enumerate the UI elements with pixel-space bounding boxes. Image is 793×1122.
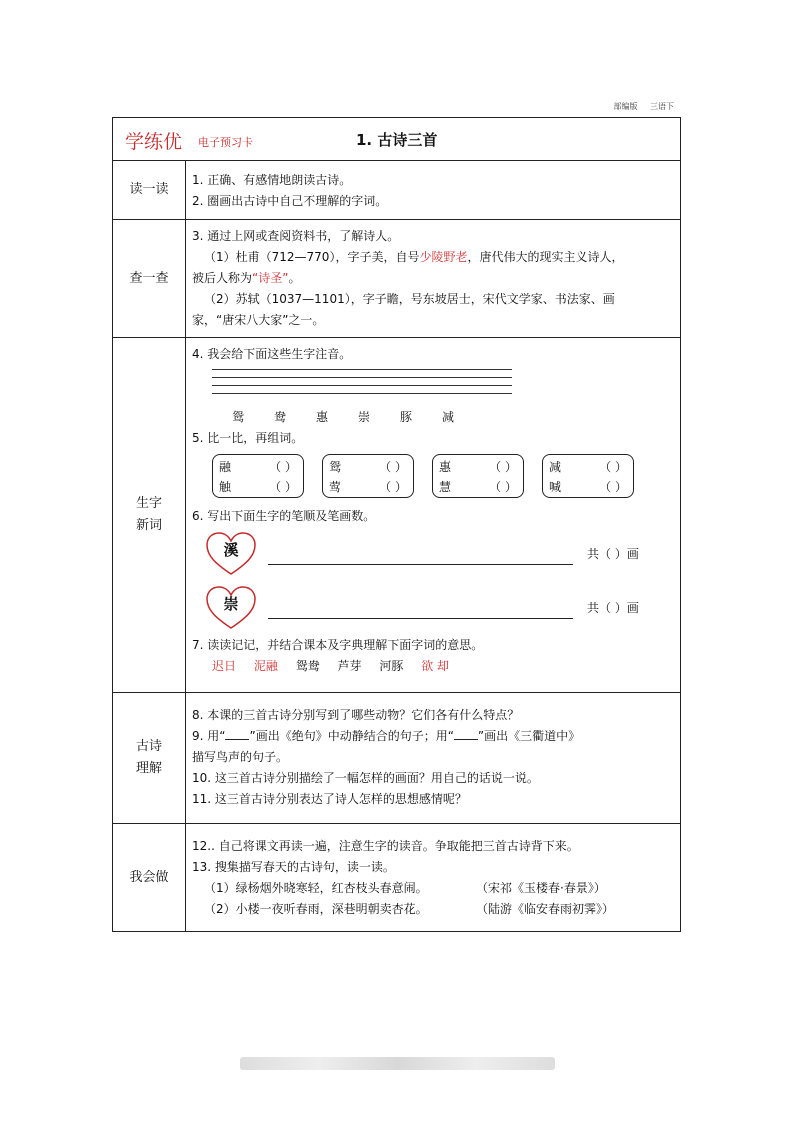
compare-boxes	[212, 454, 672, 498]
vocab-list	[212, 656, 672, 677]
compare-box[interactable]: 融 （ ） 触 （ ）	[212, 454, 304, 498]
stroke-row	[206, 581, 672, 635]
section-read	[186, 161, 681, 220]
task-12: 12.. 自己将课文再读一遍，注意生字的读音。争取能把三首古诗背下来。	[192, 839, 579, 853]
task-6: 6. 写出下面生字的笔顺及笔画数。	[192, 509, 376, 523]
task-3: 3. 通过上网或查阅资料书，了解诗人。	[192, 229, 400, 243]
char: 鸳	[232, 410, 245, 424]
section-check	[186, 220, 681, 338]
stroke-order-line[interactable]	[268, 598, 573, 619]
char: 崇	[358, 410, 371, 424]
corner-label	[603, 101, 674, 112]
task-5: 5. 比一比，再组词。	[192, 431, 304, 445]
edition-label: 部编版	[613, 102, 638, 111]
pinyin-chars	[232, 407, 672, 428]
task-2: 2. 圈画出古诗中自己不理解的字词。	[192, 194, 388, 208]
su-shi-intro-2: 家，“唐宋八大家”之一。	[192, 313, 325, 327]
compare-box[interactable]: 鸳 （ ） 莺 （ ）	[322, 454, 414, 498]
char: 鸯	[274, 410, 287, 424]
char: 惠	[316, 410, 329, 424]
heart-icon	[206, 586, 258, 630]
lesson-title: 1. 古诗三首	[356, 131, 438, 149]
task-8: 8. 本课的三首古诗分别写到了哪些动物？它们各有什么特点？	[192, 708, 520, 722]
poem-line: （1）绿杨烟外晓寒轻，红杏枝头春意闹。 （宋祁《玉楼春·春景》）	[204, 881, 606, 895]
vocab-word: 泥融	[253, 659, 278, 673]
task-11: 11. 这三首古诗分别表达了诗人怎样的思想感情呢？	[192, 792, 467, 806]
stroke-order-line[interactable]	[268, 544, 573, 565]
card-subtitle: 电子预习卡	[198, 136, 253, 149]
task-13: 13. 搜集描写春天的古诗句，读一读。	[192, 860, 395, 874]
pinyin-lines[interactable]	[212, 369, 512, 401]
stroke-count[interactable]: 共（ ）画	[587, 546, 639, 561]
preview-card	[112, 117, 681, 932]
char: 豚	[400, 410, 413, 424]
section-label-do: 我会做	[113, 824, 186, 932]
poem-line: （2）小楼一夜听春雨，深巷明朝卖杏花。 （陆游《临安春雨初霁》）	[204, 902, 615, 916]
vocab-word: 迟日	[212, 659, 237, 673]
grade-label: 三语下	[650, 102, 674, 111]
stroke-count[interactable]: 共（ ）画	[587, 600, 639, 615]
underline-blank	[225, 727, 249, 740]
brand-logo: 学练优	[125, 131, 183, 153]
underline-blank	[454, 727, 478, 740]
section-label-read: 读一读	[113, 161, 186, 220]
du-fu-intro: （1）杜甫（712—770），字子美，自号少陵野老，唐代伟大的现实主义诗人，	[204, 250, 624, 264]
section-poem	[186, 693, 681, 824]
section-do	[186, 824, 681, 932]
task-1: 1. 正确、有感情地朗读古诗。	[192, 173, 352, 187]
vocab-word: 鸳鸯	[295, 659, 320, 673]
section-label-check: 查一查	[113, 220, 186, 338]
task-10: 10. 这三首古诗分别描绘了一幅怎样的画面？用自己的话说一说。	[192, 771, 539, 785]
compare-box[interactable]: 惠 （ ） 慧 （ ）	[432, 454, 524, 498]
task-9: 9. 用“ ”画出《绝句》中动静结合的句子；用“ ”画出《三衢道中》	[192, 729, 581, 743]
section-label-words: 生字 新词	[113, 338, 186, 693]
task-7: 7. 读读记记，并结合课本及字典理解下面字词的意思。	[192, 638, 484, 652]
heart-icon	[206, 532, 258, 576]
task-9-cont: 描写鸟声的句子。	[192, 750, 289, 764]
stroke-row	[206, 527, 672, 581]
stroke-char: 溪	[223, 541, 239, 559]
vocab-word: 河豚	[379, 659, 404, 673]
vocab-word: 芦芽	[337, 659, 362, 673]
blurred-watermark	[240, 1057, 555, 1070]
section-words	[186, 338, 681, 693]
task-4: 4. 我会给下面这些生字注音。	[192, 347, 352, 361]
du-fu-pen-name: 少陵野老	[419, 250, 468, 264]
du-fu-intro-2: 被后人称为“诗圣”。	[192, 271, 301, 285]
vocab-word: 欲 却	[421, 659, 450, 673]
su-shi-intro: （2）苏轼（1037—1101），字子瞻，号东坡居士，宋代文学家、书法家、画	[204, 292, 615, 306]
char: 减	[442, 410, 455, 424]
stroke-char: 崇	[223, 595, 239, 613]
section-label-poem: 古诗 理解	[113, 693, 186, 824]
card-header	[113, 118, 681, 161]
du-fu-title: “诗圣”	[252, 271, 289, 285]
compare-box[interactable]: 减 （ ） 喊 （ ）	[542, 454, 634, 498]
